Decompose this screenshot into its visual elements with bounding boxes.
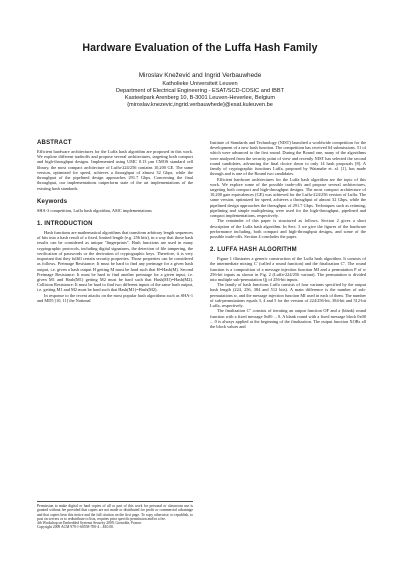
affiliation-department: Department of Electrical Engineering - ESAT/SCD-COSIC and IBBT — [115, 87, 285, 94]
copyright-notice: Copyright 2009 ACM 978-1-60558-700-4 ...$10.00. — [37, 525, 114, 530]
permission-notice: Permission to make digital or hard copies of all or part of this work for personal or classroom use is granted without fee provided that copies are not made or distributed for profit or commercial advantage and that copies bear this notice and the full citation on the first page. To copy otherwise, to republish, to post on servers or to redistribute to lists, requires prior specific permission and/or a fee. — [37, 504, 193, 521]
author-block — [0, 72, 400, 109]
keywords-heading: Keywords — [37, 198, 68, 205]
author-emails: {miroslav.knezevic,ingrid.verbauwhede}@esat.kuleuven.be — [127, 101, 273, 108]
body-paragraph: Institute of Standards and Technology (NIST) launched a worldwide competition for the development of a new hash function. The competition has received 64 submissions, 51 of which were advanced to the first round. During the Round one, many of the algorithms were analyzed from the security point of view and recently NIST has selected the second round candidates, advancing the final choice down to only 14 hash proposals [8]. A family of cryptographic functions Luffa, proposed by Watanabe et. al. [1], has made through and is one of the Round two candidates. — [210, 140, 366, 177]
copyright-footnote — [37, 501, 193, 530]
right-column — [210, 140, 366, 329]
introduction-heading: 1. INTRODUCTION — [37, 220, 93, 227]
body-paragraph: The finalization C'' consists of iterating an output function OF and a (blank) round function with a fixed message 0x00 ... 0. A blank round with a fixed message block 0x00 ... 0 is always applied at the beginning of the finalization. The output function XORs all the block values and — [210, 308, 366, 329]
body-paragraph: Efficient hardware architectures for the Luffa hash algorithm are the topic of this work. We explore some of the possible trade-offs and propose several architectures, targeting both compact and high-throughput designs. The most compact architecture of 10,200 gate equivalences (GE) was achieved for the Luffa-224/256 version of Luffa. The same version, optimized for speed, achieves a throughput of almost 32 Gbps, while the pipelined design approaches the throughput of 291.7 Gbps. Techniques such as retiming, pipelining and simple multiplexing were used for the high-throughput, pipelined and compact implementations, respectively. — [210, 176, 366, 219]
author-names: Miroslav Knežević and Ingrid Verbauwhede — [138, 72, 262, 79]
abstract-text: Efficient hardware architectures for the Luffa hash algorithm are proposed in this work. We explore different tradeoffs and propose several architectures, targeting both compact and high-throughput designs. Implemented using UMC 0.13 µm CMOS standard cell library, the most compact architecture of Luffa-224/256 contains 10,200 GE. The same version, optimized for speed, achieves a throughput of almost 32 Gbps, while the throughput of the pipelined design approaches 291.7 Gbps. Concerning the final throughput, our implementations outperform state of the art implementations of the existing hash standards. — [37, 149, 193, 191]
body-paragraph: The remainder of this paper is structured as follows. Section 2 gives a short description of the Luffa hash algorithm. In Sect. 3 we give the figures of the hardware performance including, both compact and high-throughput designs, and some of the possible trade-offs. Section 4 concludes the paper. — [210, 218, 366, 239]
body-paragraph: Figure 1 illustrates a generic construction of the Luffa hash algorithm. It consists of the intermediate mixing C' (called a round function) and the finalization C''. The round function is a composition of a message injection function MI and a permutation P of w 256-bit inputs as shown in Fig. 2 (Luffa-224/256 variant). The permutation is divided into multiple sub-permutation Qj of 256-bit inputs. — [210, 256, 366, 283]
body-paragraph: The family of hash functions Luffa consists of four variants specified by the output hash length (224, 256, 384 and 512 bits). A main difference is the number of sub-permutations w, and the message injection function MI used in each of them. The number of sub-permutations equals 3, 4 and 5 for the version of 224/256-bit, 384-bit and 512-bit Luffa, respectively. — [210, 282, 366, 309]
abstract-heading: ABSTRACT — [37, 140, 72, 146]
luffa-section-heading: 2. LUFFA HASH ALGORITHM — [210, 247, 297, 254]
left-column — [37, 140, 193, 303]
introduction-paragraph: Hash functions are mathematical algorithms that transform arbitrary length sequences of bits into a hash result of a fixed, limited length (e.g. 256 bits), in a way that those hash results can be considered as unique "fingerprints". Hash functions are used in many cryptographic protocols, including digital signatures, the detection of file tampering, the verification of passwords or the derivation of cryptographic keys. Therefore, it is very important that they fulfill certain security properties. Those properties can be considered as follows. Preimage Resistance: It must be hard to find any preimage for a given hash output, i.e. given a hash output H getting M must be hard such that H=Hash(M). Second Preimage Resistance: It must be hard to find another preimage for a given input, i.e. given M1 and Hash(M1) getting M2 must be hard such that Hash(M1)=Hash(M2). Collision Resistance: It must be hard to find two different inputs of the same hash output, i.e. getting M1 and M2 must be hard such that Hash(M1)=Hash(M2). — [37, 229, 193, 293]
affiliation-university: Katholieke Universiteit Leuven — [162, 80, 238, 87]
affiliation-address: Kasteelpark Arenberg 10, B-3001 Leuven-Heverlee, Belgium — [124, 94, 276, 101]
conference-notice: 4th Workshop on Embedded Systems Security 2009, Grenoble, France. — [37, 521, 143, 526]
paper-title: Hardware Evaluation of the Luffa Hash Family — [82, 42, 318, 54]
keywords-text: SHA-3 competition, Luffa hash algorithm, ASIC implementations — [37, 207, 152, 213]
introduction-paragraph: In response to the recent attacks on the most popular hash algorithms such as SHA-1 and MD5 [10, 11] the National — [37, 292, 193, 303]
